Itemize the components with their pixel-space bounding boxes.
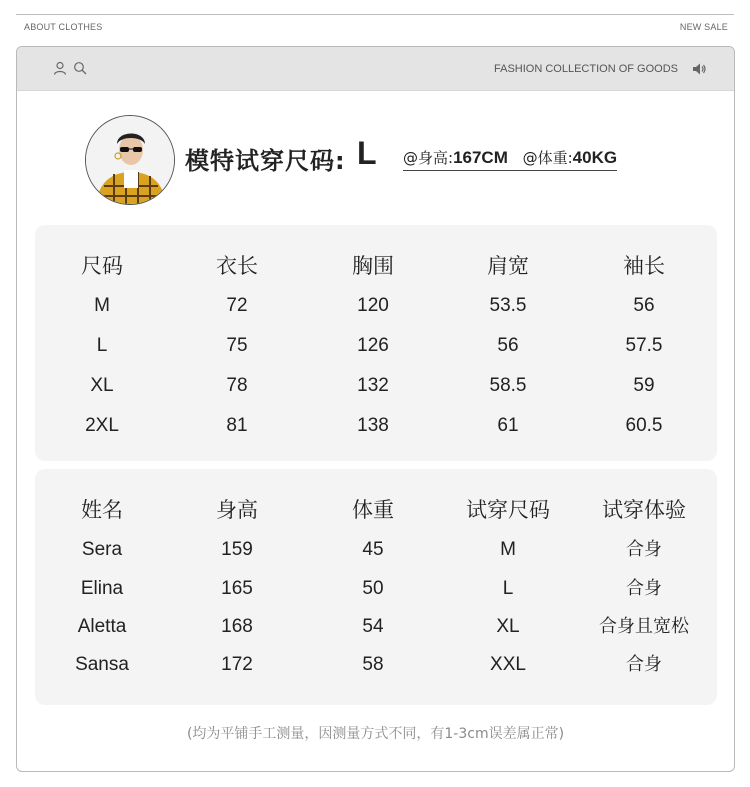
header-right-label[interactable]: NEW SALE — [679, 22, 728, 32]
table-cell: L — [96, 335, 108, 356]
table-header-cell: 姓名 — [81, 498, 123, 522]
table-cell: Sansa — [75, 654, 129, 675]
model-weight-value: 40KG — [572, 148, 618, 167]
user-icon[interactable] — [53, 61, 67, 75]
table-row — [35, 535, 717, 565]
table-header-row — [35, 495, 717, 525]
table-cell: 165 — [221, 578, 253, 599]
table-cell: Sera — [81, 539, 123, 560]
table-cell: 56 — [497, 335, 519, 356]
speaker-icon[interactable] — [691, 61, 707, 77]
table-cell: 132 — [357, 375, 389, 396]
table-cell: XXL — [490, 654, 526, 675]
table-header-cell: 尺码 — [81, 254, 123, 278]
table-cell: 2XL — [85, 415, 119, 436]
table-cell: Aletta — [77, 616, 127, 637]
table-cell: 72 — [226, 295, 248, 316]
table-cell: 合身 — [626, 539, 662, 560]
table-cell: 54 — [362, 616, 384, 637]
table-header-cell: 袖长 — [623, 254, 665, 278]
table-cell: 合身 — [626, 578, 662, 599]
table-cell: 58.5 — [489, 375, 527, 396]
table-cell: 45 — [362, 539, 384, 560]
model-fit-title: 模特试穿尺码: — [185, 147, 346, 175]
table-cell: 168 — [221, 616, 253, 637]
table-row — [35, 650, 717, 680]
table-row — [35, 291, 717, 321]
model-weight-label: @体重: — [522, 149, 573, 167]
table-header-cell: 衣长 — [216, 254, 258, 278]
table-cell: 81 — [226, 415, 248, 436]
model-height-label: @身高: — [403, 149, 454, 167]
model-fit-size: L — [357, 135, 377, 171]
table-cell: XL — [90, 375, 114, 396]
table-cell: M — [94, 295, 110, 316]
table-cell: 59 — [633, 375, 655, 396]
table-cell: 53.5 — [489, 295, 527, 316]
table-cell: 75 — [226, 335, 248, 356]
table-header-cell: 试穿体验 — [602, 498, 686, 522]
table-cell: 172 — [221, 654, 253, 675]
table-row — [35, 371, 717, 401]
size-chart-panel — [35, 225, 717, 461]
table-cell: 合身 — [626, 654, 662, 675]
table-cell: 120 — [357, 295, 389, 316]
table-cell: 50 — [362, 578, 384, 599]
table-header-cell: 身高 — [216, 498, 258, 522]
table-cell: 138 — [357, 415, 389, 436]
table-row — [35, 612, 717, 642]
table-cell: 60.5 — [625, 415, 663, 436]
top-divider — [16, 14, 734, 15]
table-cell: 57.5 — [625, 335, 663, 356]
frame-toolbar — [17, 47, 734, 91]
trial-fit-panel — [35, 469, 717, 705]
table-row — [35, 574, 717, 604]
table-header-cell: 试穿尺码 — [466, 498, 550, 522]
table-cell: Elina — [80, 578, 124, 599]
model-avatar — [85, 115, 175, 205]
browser-frame — [16, 46, 735, 772]
table-cell: 61 — [497, 415, 519, 436]
table-cell: L — [502, 578, 514, 599]
table-cell: 合身且宽松 — [599, 616, 689, 637]
frame-title: FASHION COLLECTION OF GOODS — [494, 63, 678, 75]
table-cell: 78 — [226, 375, 248, 396]
model-height-value: 167CM — [453, 148, 508, 167]
header-left-label: ABOUT CLOTHES — [24, 22, 103, 32]
measurement-note: (均为平铺手工测量，因测量方式不同，有1-3cm误差属正常) — [186, 726, 565, 742]
table-cell: 58 — [362, 654, 384, 675]
table-cell: 126 — [357, 335, 389, 356]
table-header-cell: 肩宽 — [487, 254, 529, 278]
table-row — [35, 331, 717, 361]
table-header-row — [35, 251, 717, 281]
model-measurements — [403, 147, 617, 171]
table-cell: 159 — [221, 539, 253, 560]
table-row — [35, 411, 717, 441]
table-cell: XL — [496, 616, 520, 637]
table-cell: M — [500, 539, 516, 560]
table-cell: 56 — [633, 295, 655, 316]
search-icon[interactable] — [73, 61, 87, 75]
table-header-cell: 胸围 — [352, 254, 394, 278]
table-header-cell: 体重 — [352, 498, 394, 522]
